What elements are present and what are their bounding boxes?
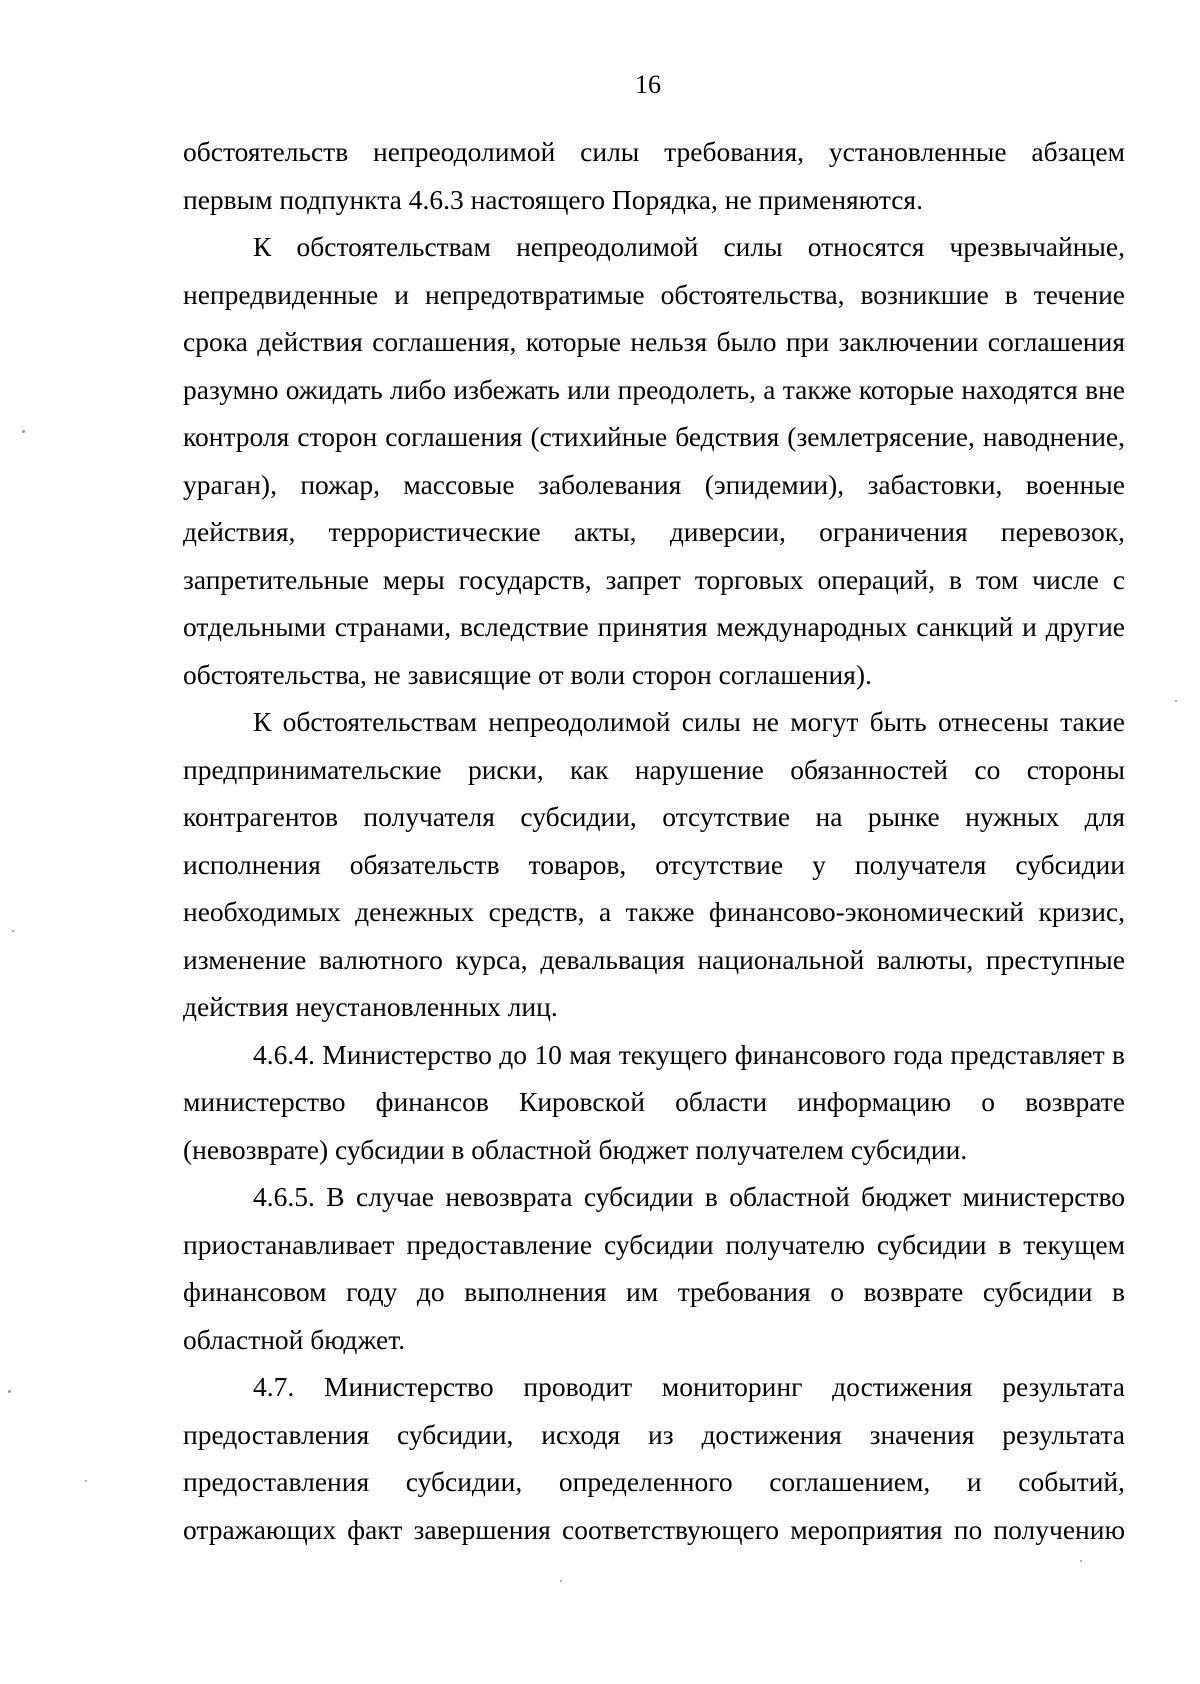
paragraph-continuation: обстоятельств непреодолимой силы требования, установленные абзацем первым подпункта 4.6.3 настоящего Порядка, не применяются. xyxy=(183,136,1125,215)
scan-speck xyxy=(560,1580,562,1582)
paragraph-4-6-5: 4.6.5. В случае невозврата субсидии в областной бюджет министерство приостанавливает предоставление субсидии получателю субсидии в текущем финансовом году до выполнения им требования о возврате субсидии в областной бюджет. xyxy=(183,1181,1125,1355)
paragraph-force-majeure-definition: К обстоятельствам непреодолимой силы относятся чрезвычайные, непредвиденные и непредотвратимые обстоятельства, возникшие в течение срока действия соглашения, которые нельзя было при заключении соглашения разумно ожидать либо избежать или преодолеть, а также которые находятся вне контроля сторон соглашения (стихийные бедствия (землетрясение, наводнение, ураган), пожар, массовые заболевания (эпидемии), забастовки, военные действия, террористические акты, диверсии, ограничения перевозок, запретительные меры государств, запрет торговых операций, в том числе с отдельными странами, вследствие принятия международных санкций и другие обстоятельства, не зависящие от воли сторон соглашения). xyxy=(183,231,1125,690)
paragraph-4-7: 4.7. Министерство проводит мониторинг достижения результата предоставления субсидии, исходя из достижения значения результата предоставления субсидии, определенного соглашением, и событий, отражающих факт завершения соответствующего мероприятия по получению xyxy=(183,1371,1125,1545)
page-number: 16 xyxy=(635,70,661,99)
scan-speck xyxy=(8,1390,11,1393)
scan-speck xyxy=(22,430,25,433)
scan-speck xyxy=(12,930,14,932)
scan-speck xyxy=(1080,1560,1082,1562)
document-body xyxy=(183,128,1125,1553)
paragraph-force-majeure-exclusions: К обстоятельствам непреодолимой силы не могут быть отнесены такие предпринимательские риски, как нарушение обязанностей со стороны контрагентов получателя субсидии, отсутствие на рынке нужных для исполнения обязательств товаров, отсутствие у получателя субсидии необходимых денежных средств, а также финансово-экономический кризис, изменение валютного курса, девальвация национальной валюты, преступные действия неустановленных лиц. xyxy=(183,706,1125,1022)
scan-speck xyxy=(85,1480,87,1482)
scan-speck xyxy=(1175,700,1177,702)
paragraph-4-6-4: 4.6.4. Министерство до 10 мая текущего финансового года представляет в министерство финансов Кировской области информацию о возврате (невозврате) субсидии в областной бюджет получателем субсидии. xyxy=(183,1038,1125,1165)
